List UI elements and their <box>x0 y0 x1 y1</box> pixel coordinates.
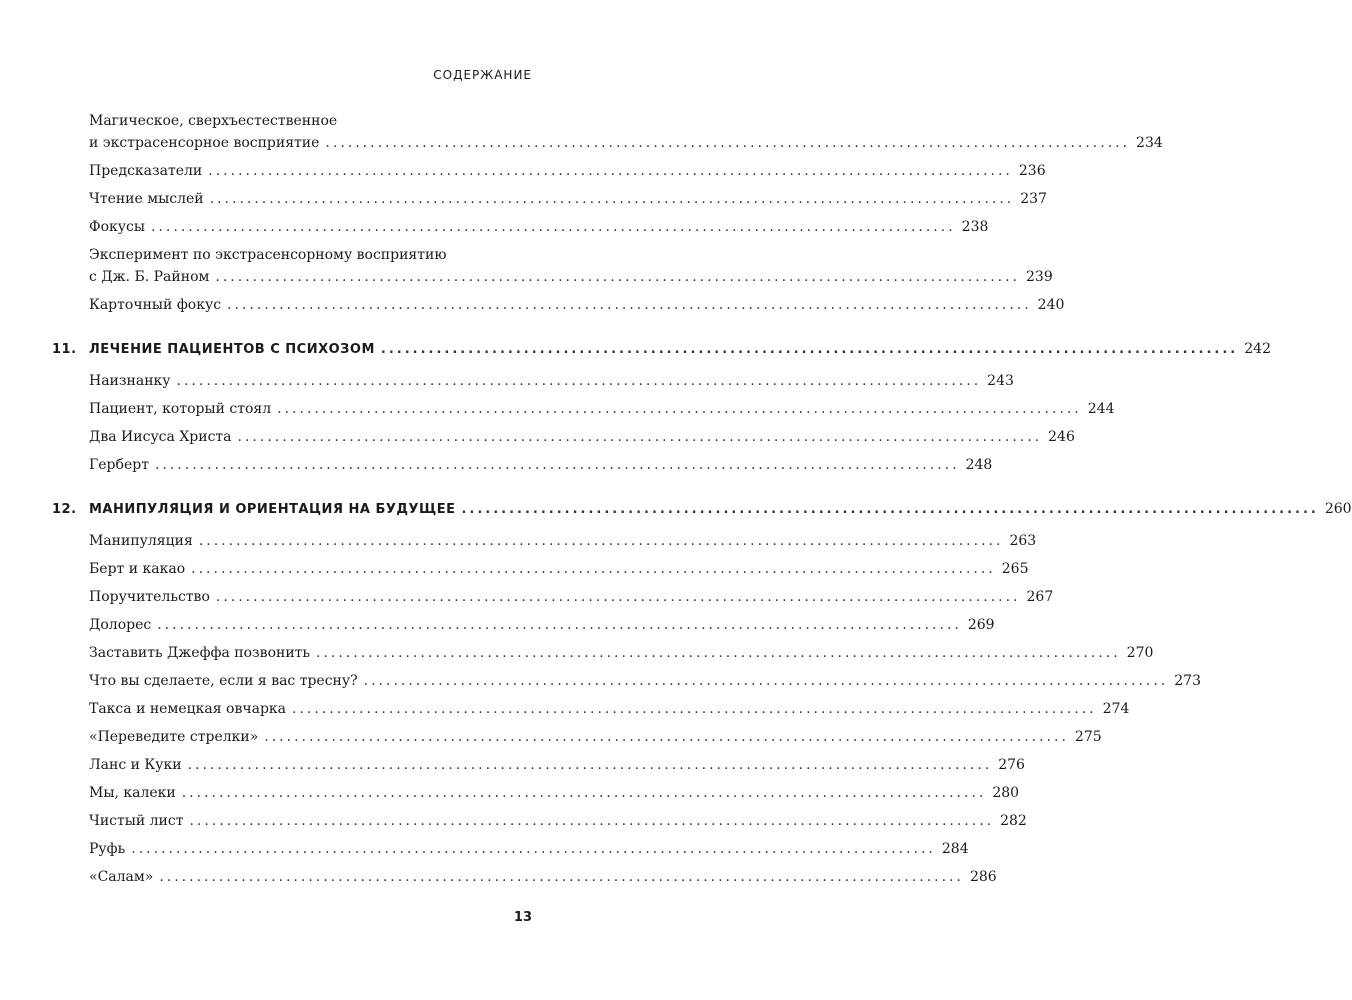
leader-dots: ............................................................................................................ <box>154 457 960 473</box>
leader-dots: ............................................................................................................ <box>277 401 1082 417</box>
toc-page-number: 275 <box>1074 729 1102 745</box>
leader-dots: ............................................................................................................ <box>325 135 1131 151</box>
toc-entry-title: Такса и немецкая овчарка <box>89 701 286 717</box>
toc-entry[interactable] <box>89 670 1201 692</box>
leader-dots: ............................................................................................................ <box>215 269 1021 285</box>
leader-dots: ............................................................................................................ <box>208 163 1013 179</box>
toc-page-number: 280 <box>992 785 1020 801</box>
toc-page-number: 240 <box>1037 297 1065 313</box>
toc-entry-title: Мы, калеки <box>89 785 176 801</box>
leader-dots: ............................................................................................................ <box>151 219 956 235</box>
toc-page-number: 243 <box>987 373 1014 389</box>
toc-entry[interactable] <box>89 216 989 238</box>
toc-page-number: 260 <box>1324 501 1352 517</box>
leader-dots: ............................................................................................................ <box>157 617 962 633</box>
leader-dots: ............................................................................................................ <box>176 373 982 389</box>
leader-dots: ............................................................................................................ <box>209 191 1015 207</box>
toc-entry-title: Чтение мыслей <box>89 191 204 207</box>
toc-chapter-11[interactable] <box>52 338 1271 361</box>
toc-page-number: 236 <box>1018 163 1046 179</box>
leader-dots: ............................................................................................................ <box>292 701 1097 717</box>
toc-page-number: 267 <box>1026 589 1054 605</box>
chapter-number: 11. <box>52 342 77 357</box>
leader-dots: ............................................................................................................ <box>181 785 987 801</box>
toc-entry[interactable] <box>89 370 1014 392</box>
toc-entry[interactable] <box>89 698 1130 720</box>
toc-entry-title: Берт и какао <box>89 561 186 577</box>
toc-entry-title: Манипуляция <box>89 533 193 549</box>
chapter-title: ЛЕЧЕНИЕ ПАЦИЕНТОВ С ПСИХОЗОМ <box>89 342 375 357</box>
toc-page-number: 286 <box>969 869 997 885</box>
leader-dots: ............................................................................................................ <box>227 297 1032 313</box>
toc-entry-title: Карточный фокус <box>89 297 222 313</box>
toc-entry[interactable] <box>89 866 997 888</box>
toc-entry-title: Пациент, который стоял <box>89 401 272 417</box>
toc-entry-title: Ланс и Куки <box>89 757 182 773</box>
leader-dots: ............................................................................................................ <box>159 869 964 885</box>
toc-entry[interactable] <box>89 586 1054 608</box>
toc-entry[interactable] <box>89 398 1115 420</box>
toc-entry[interactable] <box>89 454 993 476</box>
toc-page-number: 263 <box>1009 533 1037 549</box>
toc-entry-title: Долорес <box>89 617 152 633</box>
toc-entry[interactable] <box>89 558 1029 580</box>
leader-dots: ............................................................................................................ <box>189 813 995 829</box>
toc-entry[interactable] <box>89 294 1065 316</box>
toc-entry[interactable] <box>89 132 1163 154</box>
toc-entry-title: «Переведите стрелки» <box>89 729 259 745</box>
toc-entry-title: и экстрасенсорное восприятие <box>89 135 320 151</box>
toc-page-number: 274 <box>1102 701 1130 717</box>
toc-entry-title: Руфь <box>89 841 126 857</box>
leader-dots: ............................................................................................................ <box>215 589 1021 605</box>
toc-entry-title: Заставить Джеффа позвонить <box>89 645 311 661</box>
toc-page-number: 239 <box>1026 269 1053 285</box>
toc-entry-title: с Дж. Б. Райном <box>89 269 210 285</box>
toc-entry-title: Предсказатели <box>89 163 203 179</box>
toc-entry-title: Два Иисуса Христа <box>89 429 232 445</box>
toc-page-number: 276 <box>998 757 1025 773</box>
toc-page-number: 265 <box>1001 561 1029 577</box>
chapter-title: МАНИПУЛЯЦИЯ И ОРИЕНТАЦИЯ НА БУДУЩЕЕ <box>89 502 456 517</box>
leader-dots: ............................................................................................................ <box>198 533 1004 549</box>
leader-dots: ............................................................................................................ <box>363 673 1169 689</box>
leader-dots: ............................................................................................................ <box>461 502 1319 517</box>
toc-entry[interactable] <box>89 782 1020 804</box>
toc-entry[interactable] <box>89 188 1047 210</box>
toc-entry[interactable] <box>89 642 1154 664</box>
leader-dots: ............................................................................................................ <box>316 645 1121 661</box>
toc-entry[interactable] <box>89 426 1075 448</box>
running-header: СОДЕРЖАНИЕ <box>433 68 532 82</box>
toc-page-number: 244 <box>1087 401 1115 417</box>
toc-entry-title: «Салам» <box>89 869 154 885</box>
leader-dots: ............................................................................................................ <box>187 757 993 773</box>
toc-page-number: 248 <box>965 457 993 473</box>
toc-entry[interactable] <box>89 838 969 860</box>
toc-page-number: 270 <box>1126 645 1154 661</box>
page-number: 13 <box>513 910 532 925</box>
toc-entry-title-line1: Магическое, сверхъестественное <box>89 113 338 129</box>
toc-entry-title-line1: Эксперимент по экстрасенсорному восприятию <box>89 247 447 263</box>
leader-dots: ............................................................................................................ <box>131 841 936 857</box>
toc-page-number: 242 <box>1244 341 1271 357</box>
toc-entry[interactable] <box>89 160 1046 182</box>
toc-page-number: 246 <box>1048 429 1075 445</box>
toc-entry-title: Фокусы <box>89 219 146 235</box>
toc-page-number: 238 <box>961 219 989 235</box>
leader-dots: ............................................................................................................ <box>380 342 1239 357</box>
toc-page-number: 273 <box>1174 673 1201 689</box>
toc-entry[interactable] <box>89 726 1102 748</box>
toc-page-number: 234 <box>1136 135 1163 151</box>
leader-dots: ............................................................................................................ <box>264 729 1069 745</box>
toc-page-number: 282 <box>1000 813 1027 829</box>
toc-entry-title: Герберт <box>89 457 149 473</box>
toc-page-number: 269 <box>967 617 995 633</box>
toc-page-number: 284 <box>941 841 969 857</box>
toc-entry[interactable] <box>89 530 1037 552</box>
toc-entry-title: Поручительство <box>89 589 210 605</box>
leader-dots: ............................................................................................................ <box>191 561 996 577</box>
toc-entry[interactable] <box>89 266 1053 288</box>
toc-page-number: 237 <box>1020 191 1047 207</box>
chapter-number: 12. <box>52 502 77 517</box>
toc-entry-title: Что вы сделаете, если я вас тресну? <box>89 673 358 689</box>
leader-dots: ............................................................................................................ <box>237 429 1043 445</box>
toc-entry-title: Наизнанку <box>89 373 171 389</box>
toc-entry[interactable] <box>89 810 1027 832</box>
toc-entry[interactable] <box>89 614 995 636</box>
toc-entry[interactable] <box>89 754 1025 776</box>
toc-entry-title: Чистый лист <box>89 813 184 829</box>
toc-chapter-12[interactable] <box>52 498 1352 521</box>
